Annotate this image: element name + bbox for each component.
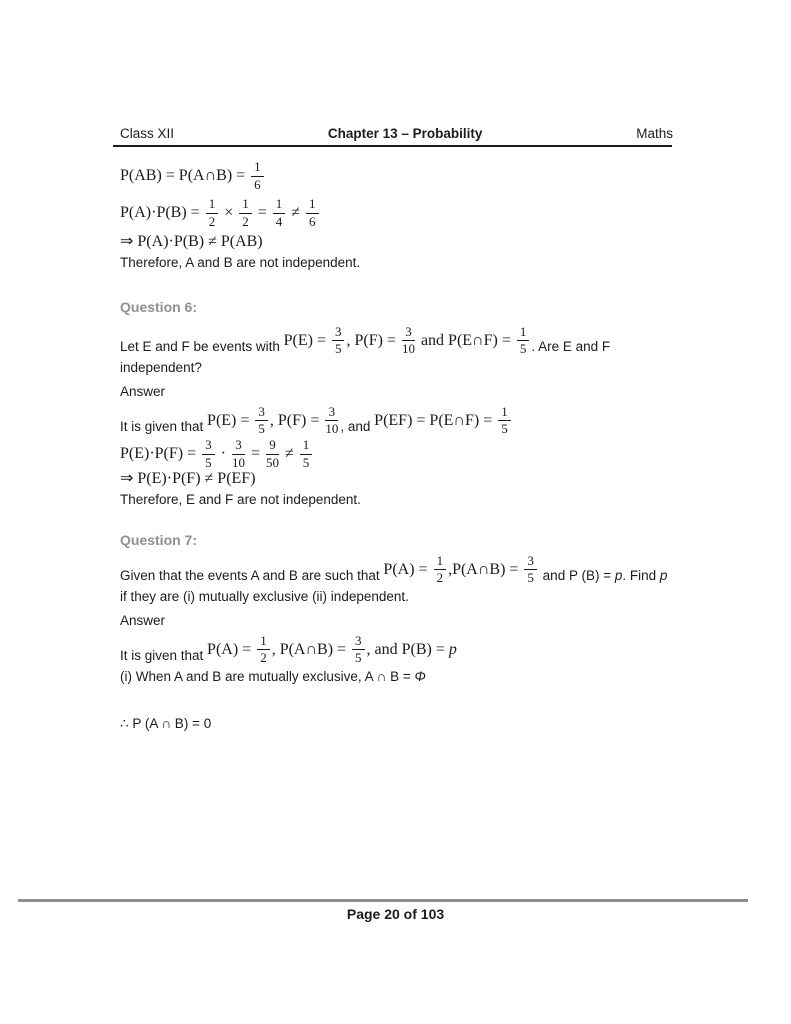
question-6-heading: Question 6: [120, 298, 198, 315]
formula-pa-pb-product [120, 196, 701, 227]
fraction: $\frac{1}{5}$ [517, 325, 530, 357]
q6-answer-label: Answer [120, 383, 166, 399]
header-rule [113, 145, 672, 147]
fraction: $\frac{1}{5}$ [300, 438, 313, 470]
inline-formula: P(A)·P(B) = $\frac{1}{2}$ × $\frac{1}{2}$ = $\frac{1}{4}$ ≠ $\frac{1}{6}$ [120, 196, 321, 230]
formula-pe-pf-product [120, 437, 701, 468]
page-body [0, 159, 791, 732]
q7-question-line-1: Given that the events A and B are such that P(A) = $\frac{1}{2}$ ,P(A∩B) = $\frac{3}{5}$ and P (B) = p . Find p [120, 552, 668, 586]
inline-formula: P(A) = $\frac{1}{2}$ , P(A∩B) = $\frac{3}{5}$ , and P(B) = p [207, 632, 457, 666]
fraction: $\frac{9}{50}$ [266, 436, 279, 470]
fraction: $\frac{1}{6}$ [251, 160, 264, 192]
q7-question-line-2: if they are (i) mutually exclusive (ii) independent. [120, 588, 409, 604]
inline-formula: ⇒ P(A)·P(B) ≠ P(AB) [120, 233, 263, 251]
question-7-heading: Question 7: [120, 531, 198, 548]
inline-formula: P(A) = $\frac{1}{2}$ ,P(A∩B) = $\frac{3}{5}$ [383, 553, 539, 587]
formula-p-ab-intersection [120, 159, 701, 190]
q6-given-line: It is given that P(E) = $\frac{3}{5}$ , P(F) = $\frac{3}{10}$ , and P(EF) = P(E∩F) = $\frac{1}{5}$ [120, 404, 701, 435]
fraction: $\frac{3}{5}$ [202, 438, 215, 470]
fraction: $\frac{1}{2}$ [434, 554, 447, 586]
fraction: $\frac{3}{5}$ [255, 405, 268, 437]
inline-formula: P(EF) = P(E∩F) = $\frac{1}{5}$ [374, 404, 513, 438]
q6-question-line-1: Let E and F be events with P(E) = $\frac{3}{5}$ , P(F) = $\frac{3}{10}$ and P(E∩F) = $\frac{1}{5}$ . Are E and F [120, 323, 611, 357]
header-subject-label: Maths [636, 126, 673, 141]
fraction: $\frac{1}{2}$ [257, 634, 270, 666]
inline-formula: P(E) = $\frac{3}{5}$ , P(F) = $\frac{3}{10}$ [207, 403, 339, 437]
page-number: Page 20 of 103 [346, 906, 445, 922]
q6-question-line-2: independent? [120, 359, 202, 375]
header-chapter-title: Chapter 13 – Probability [327, 126, 483, 141]
fraction: $\frac{3}{10}$ [231, 436, 245, 470]
inline-formula: P(AB) = P(A∩B) = $\frac{1}{6}$ [120, 159, 266, 193]
q7-answer-label: Answer [120, 612, 166, 628]
q7-case-mutually-exclusive: (i) When A and B are mutually exclusive, A ∩ B = Φ [120, 668, 426, 684]
fraction: $\frac{1}{5}$ [498, 405, 511, 437]
fraction: $\frac{1}{2}$ [206, 197, 219, 229]
fraction: $\frac{3}{5}$ [524, 554, 537, 586]
formula-q5-conclusion [120, 233, 701, 251]
fraction: $\frac{1}{6}$ [306, 197, 319, 229]
q5-conclusion-text: Therefore, A and B are not independent. [120, 254, 361, 270]
formula-q6-conclusion [120, 470, 701, 488]
inline-formula: P(E) = $\frac{3}{5}$ , P(F) = $\frac{3}{10}$ and P(E∩F) = $\frac{1}{5}$ [284, 324, 532, 358]
fraction: $\frac{1}{2}$ [239, 197, 252, 229]
q7-given-line: It is given that P(A) = $\frac{1}{2}$ , P(A∩B) = $\frac{3}{5}$ , and P(B) = p [120, 632, 457, 666]
header-class-label: Class XII [120, 126, 175, 141]
q7-result-p-intersection-zero: ∴ P (A ∩ B) = 0 [120, 715, 212, 731]
fraction: $\frac{3}{5}$ [332, 325, 345, 357]
footer-rule [18, 899, 748, 902]
inline-formula: ⇒ P(E)·P(F) ≠ P(EF) [120, 470, 256, 488]
q6-conclusion-text: Therefore, E and F are not independent. [120, 491, 361, 507]
fraction: $\frac{3}{5}$ [352, 634, 365, 666]
fraction: $\frac{3}{10}$ [325, 403, 339, 437]
fraction: $\frac{3}{10}$ [401, 323, 415, 357]
inline-formula: P(E)·P(F) = $\frac{3}{5}$ · $\frac{3}{10}$ = $\frac{9}{50}$ ≠ $\frac{1}{5}$ [120, 437, 314, 471]
fraction: $\frac{1}{4}$ [273, 197, 286, 229]
page-header [120, 126, 673, 142]
